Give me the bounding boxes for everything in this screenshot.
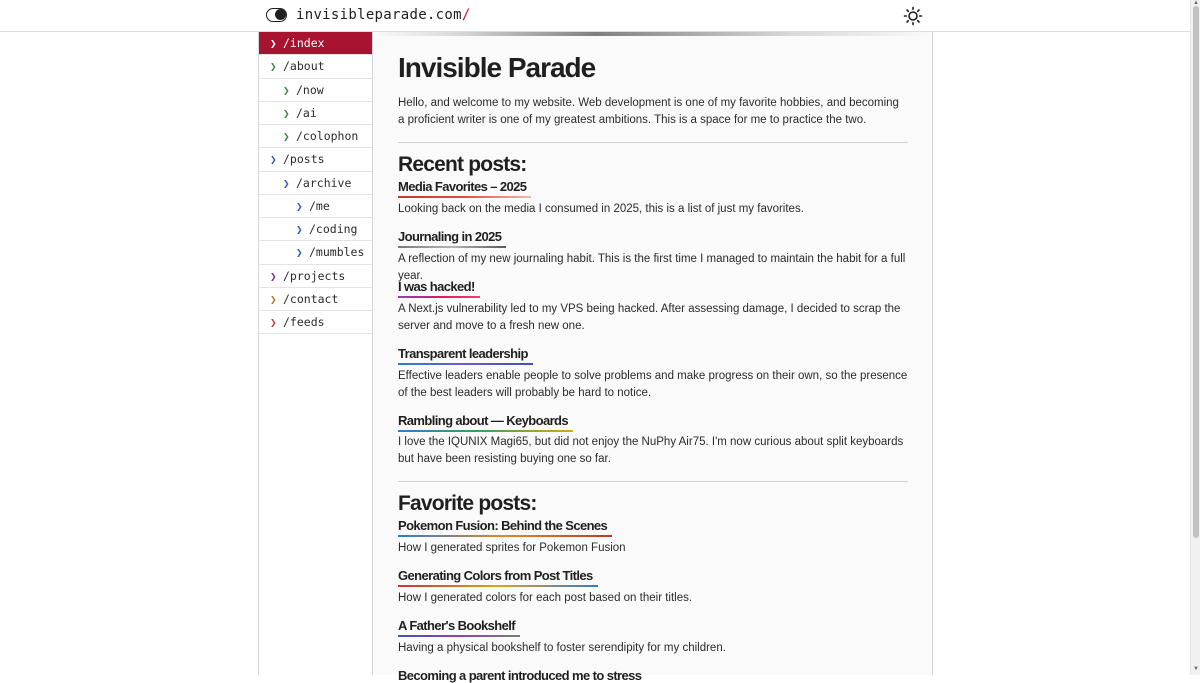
chevron-right-icon: ❯ [296,199,303,213]
nav-item-label: /colophon [296,129,359,143]
post-description: How I generated colors for each post based on their titles. [398,592,693,604]
post-description: Looking back on the media I consumed in 2025, this is a list of just my favorites. [398,203,804,215]
nav-item-archive[interactable] [259,172,372,195]
post-title-text: Rambling about — Keyboards [398,413,569,428]
nav-item-label: /coding [309,222,358,236]
top-bar [0,0,1190,32]
nav-item-me[interactable] [259,195,372,218]
post-description: Having a physical bookshelf to foster serendipity for my children. [398,642,726,654]
title-underline [398,585,598,587]
recent-posts-heading: Recent posts: [398,153,527,176]
nav-item-label: /mumbles [309,245,365,260]
intro-paragraph: Hello, and welcome to my website. Web development is one of my favorite hobbies, and becoming a proficient writer is one of my greatest ambitions. This is a space for me to practice the two. [398,97,899,126]
post-link-generating-colors[interactable] [398,568,598,583]
post-description: How I generated sprites for Pokemon Fusion [398,542,626,554]
nav-item-ai[interactable] [259,102,372,125]
nav-item-label: /posts [283,152,325,167]
post-link-fathers-bookshelf[interactable] [398,618,520,633]
nav-item-now[interactable] [259,79,372,102]
post-description: Effective leaders enable people to solve problems and make progress on their own, so the presence of the best leaders will probably be hard to notice. [398,370,908,399]
favorite-posts-heading: Favorite posts: [398,492,537,515]
post-description: A reflection of my new journaling habit. This is the first time I managed to maintain the habit for a full year. [398,253,906,282]
nav-item-coding[interactable] [259,218,372,241]
title-underline [398,363,533,365]
title-underline [398,196,531,198]
chevron-right-icon: ❯ [283,130,290,143]
title-underline [398,296,480,298]
post-title-text: I was hacked! [398,279,475,294]
sidebar-nav [259,32,373,675]
chevron-right-icon: ❯ [283,83,290,97]
nav-item-index[interactable] [259,32,372,55]
chevron-right-icon: ❯ [296,246,303,260]
decorative-gradient-bar [373,32,932,36]
site-slash: / [461,7,471,23]
nav-item-label: /contact [283,291,339,306]
post-title-text: A Father's Bookshelf [398,618,516,633]
post-title-text: Media Favorites – 2025 [398,179,527,194]
scroll-down-arrow-icon[interactable]: ▼ [1193,666,1199,672]
post-link-keyboards[interactable] [398,413,573,428]
section-divider [398,481,908,482]
post-link-hacked[interactable] [398,279,480,294]
chevron-right-icon: ❯ [296,223,303,236]
nav-item-label: /index [283,36,325,50]
chevron-right-icon: ❯ [270,269,277,283]
post-title-text: Becoming a parent introduced me to stress [398,668,642,683]
site-home-link[interactable] [296,7,471,23]
post-link-pokemon-fusion[interactable] [398,518,612,533]
chevron-right-icon: ❯ [270,292,277,306]
title-underline [398,535,612,537]
chevron-right-icon: ❯ [283,176,290,190]
theme-toggle-switch[interactable] [266,8,287,22]
nav-item-label: /ai [296,105,317,120]
post-link-journaling[interactable] [398,229,506,244]
main-content [373,32,932,683]
title-underline [398,246,506,248]
nav-item-posts[interactable] [259,148,372,171]
nav-item-label: /feeds [283,315,325,329]
nav-item-about[interactable] [259,55,372,78]
nav-item-label: /now [296,82,324,97]
chevron-right-icon: ❯ [270,153,277,167]
nav-item-projects[interactable] [259,265,372,288]
toggle-knob [275,9,286,20]
title-underline [398,430,573,432]
nav-item-label: /me [309,198,330,213]
sun-icon[interactable] [903,6,923,26]
post-link-media-favorites[interactable] [398,179,531,194]
post-title-text: Transparent leadership [398,346,528,361]
layout-border-right [932,32,933,675]
post-title-text: Pokemon Fusion: Behind the Scenes [398,518,608,533]
post-link-becoming-parent[interactable] [398,668,646,683]
nav-item-feeds[interactable] [259,311,372,334]
chevron-right-icon: ❯ [270,316,277,329]
nav-item-label: /projects [283,268,346,283]
chevron-right-icon: ❯ [283,106,290,120]
post-link-transparent-leadership[interactable] [398,346,533,361]
scroll-up-arrow-icon[interactable]: ▲ [1193,0,1199,6]
nav-item-contact[interactable] [259,288,372,311]
page-title: Invisible Parade [398,52,596,83]
chevron-right-icon: ❯ [270,37,277,50]
nav-item-label: /archive [296,175,352,190]
nav-item-mumbles[interactable] [259,241,372,264]
post-description: I love the IQUNIX Magi65, but did not enjoy the NuPhy Air75. I'm now curious about split keyboards but have been resisting buying one so far. [398,436,904,465]
scrollbar-thumb[interactable] [1193,6,1199,538]
section-divider [398,142,908,143]
post-title-text: Journaling in 2025 [398,229,502,244]
post-title-text: Generating Colors from Post Titles [398,568,593,583]
page-scrollbar[interactable] [1190,0,1200,675]
chevron-right-icon: ❯ [270,60,277,74]
site-name: invisibleparade.com [296,7,462,23]
post-description: A Next.js vulnerability led to my VPS being hacked. After assessing damage, I decided to scrap the server and move to a fresh new one. [398,303,901,332]
nav-item-colophon[interactable] [259,125,372,148]
title-underline [398,635,520,637]
nav-item-label: /about [283,59,325,74]
